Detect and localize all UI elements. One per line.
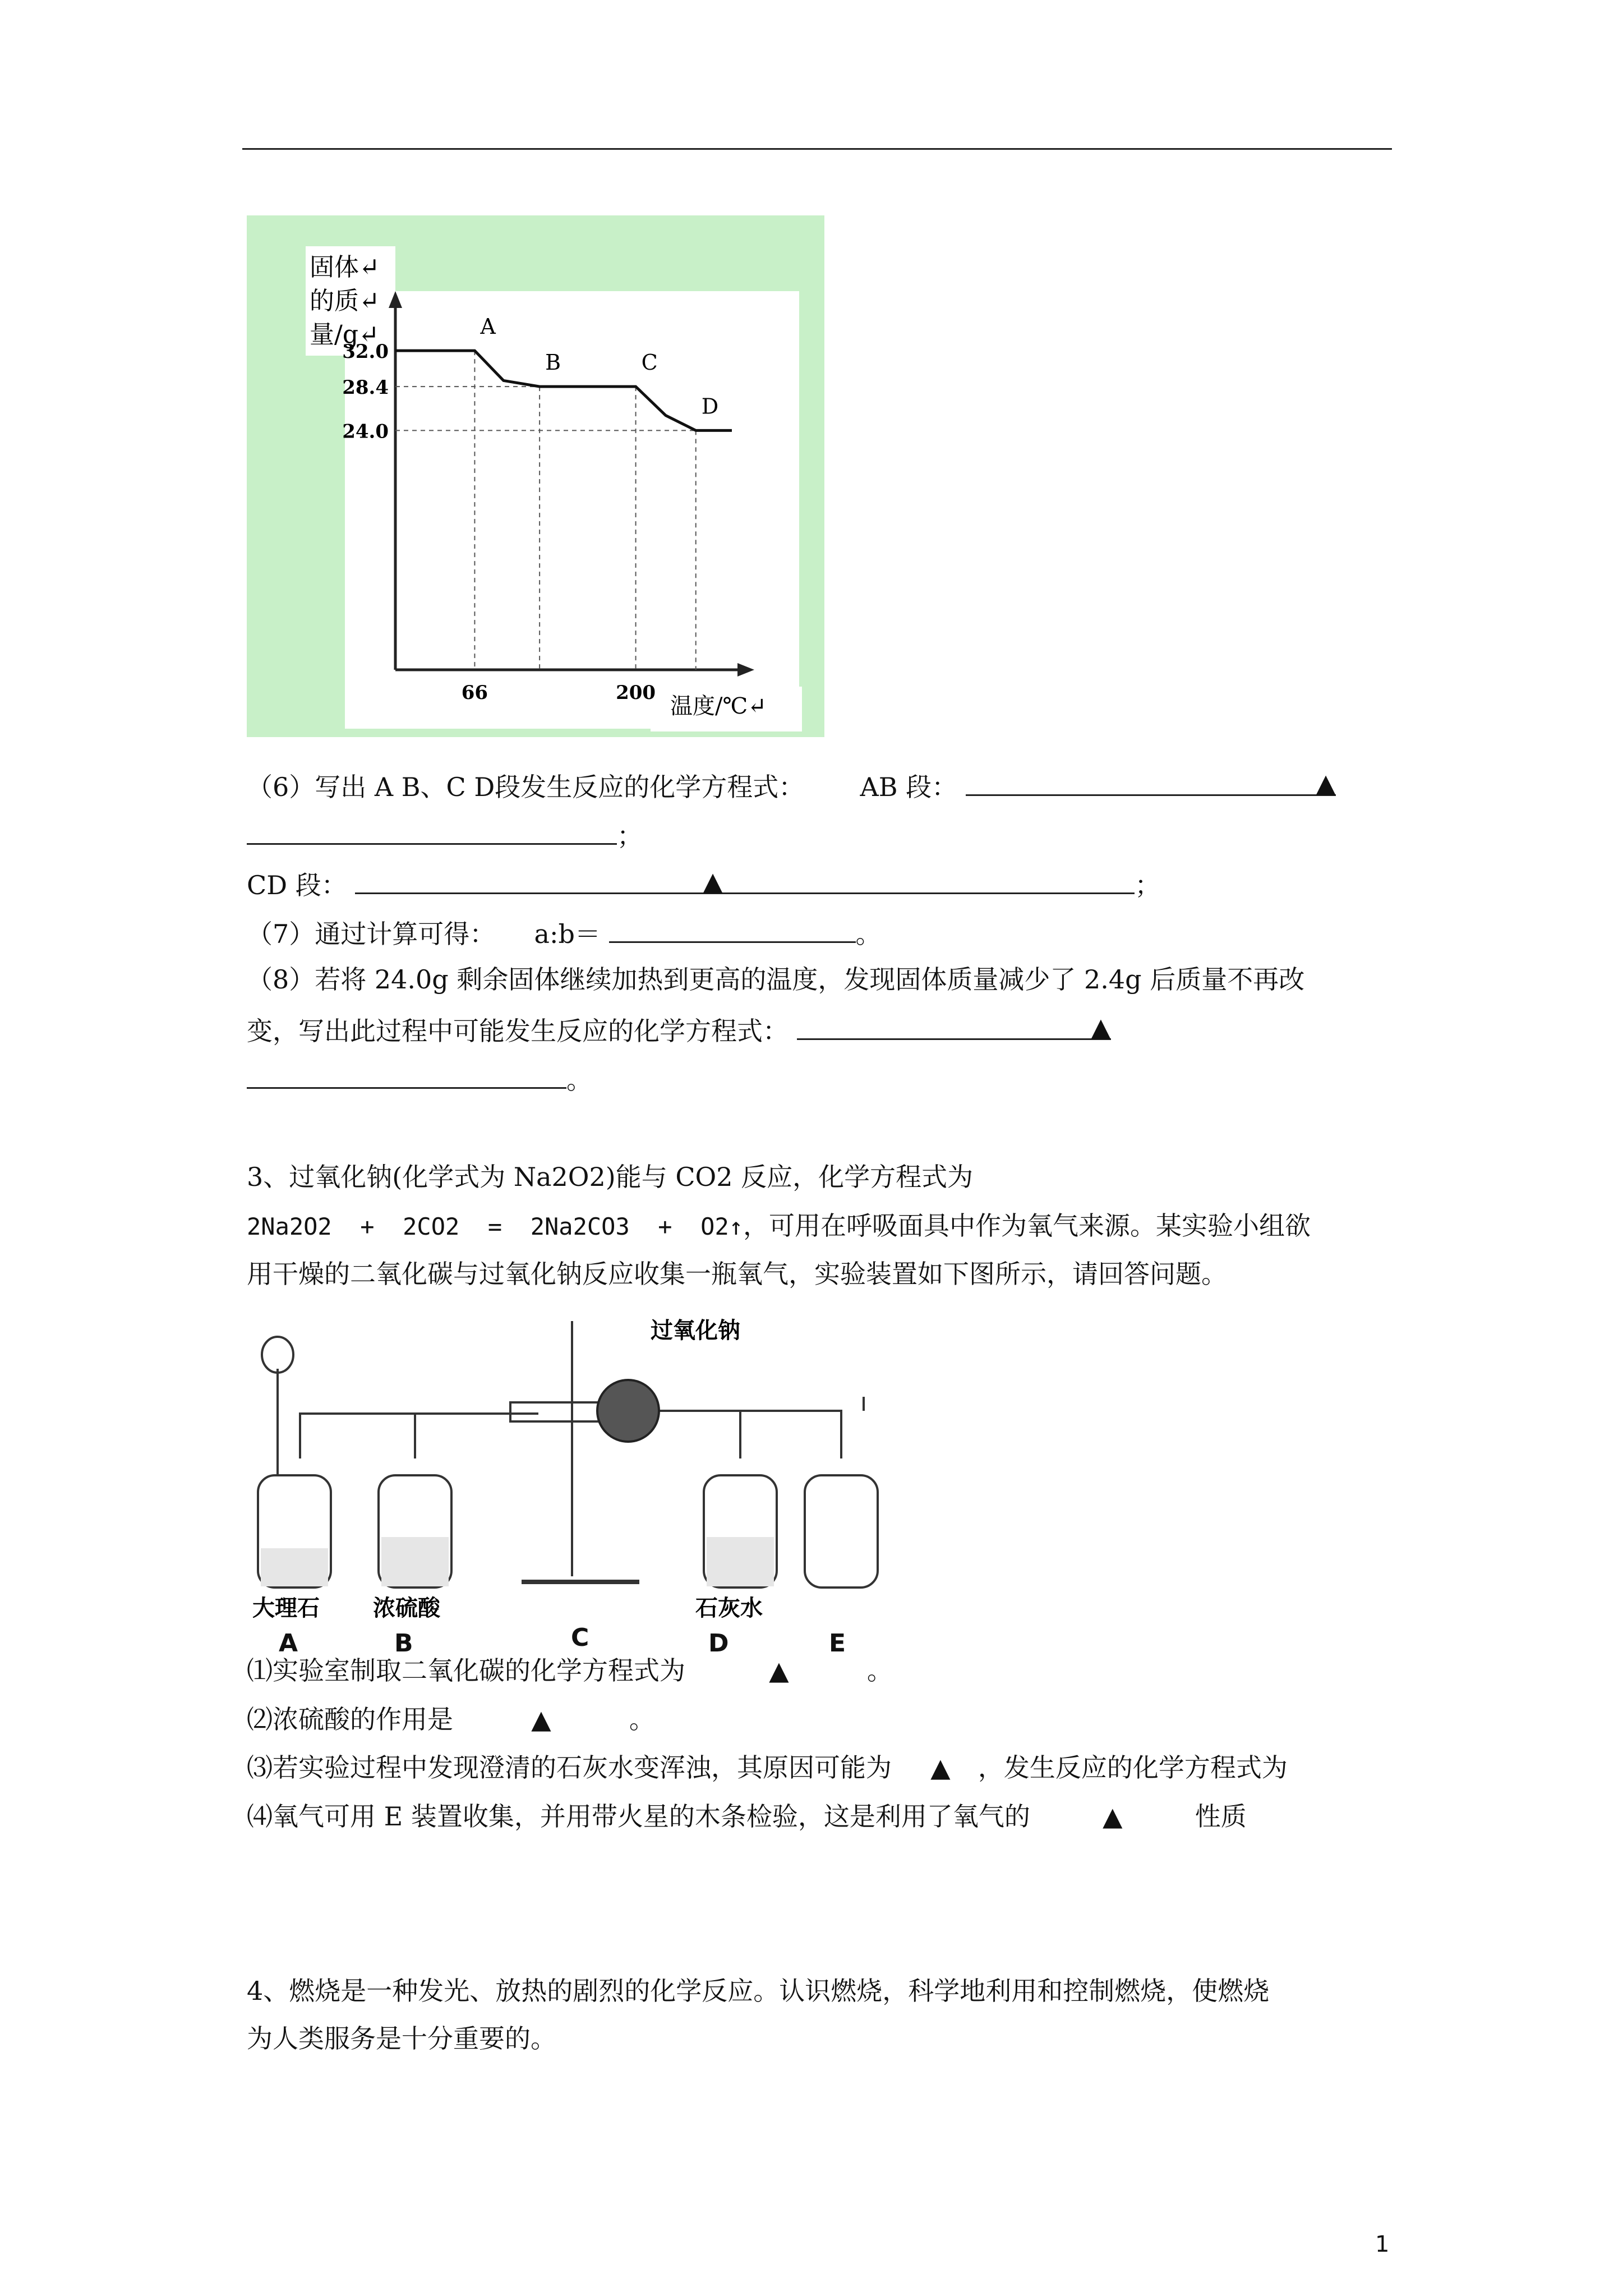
- bottle-a-liquid: [261, 1548, 328, 1586]
- q6-line-1: [247, 767, 1336, 804]
- q8-answer-blank-cont[interactable]: [247, 1060, 566, 1089]
- q7-ratio: a:b＝: [534, 919, 601, 949]
- letter-c: C: [571, 1623, 589, 1652]
- q6-line-2: [247, 816, 643, 853]
- q8-line-3: [247, 1060, 592, 1097]
- y-tick-label: 28.4: [342, 376, 389, 399]
- q3-part-3: [247, 1751, 1288, 1784]
- tube-a-b: [300, 1414, 415, 1458]
- ratio-answer-blank[interactable]: [609, 914, 856, 943]
- q3-equation: 2Na2O2 + 2CO2 = 2Na2CO3 + O2↑: [247, 1213, 744, 1240]
- x-tick-label: 66: [461, 682, 488, 704]
- q6-line-3: [247, 866, 1160, 902]
- q3-part-3-rest: ，发生反应的化学方程式为: [978, 1752, 1288, 1783]
- mass-temperature-chart: [247, 215, 824, 737]
- q3-part-1-end: 。: [866, 1655, 893, 1686]
- ab-answer-blank-cont[interactable]: [247, 816, 617, 845]
- separating-funnel: [262, 1337, 293, 1373]
- q6-cd-label: CD 段：: [247, 870, 347, 900]
- q6-text: （6）写出 A B、C D段发生反应的化学方程式：: [247, 772, 805, 802]
- answer-marker-icon: ▲: [1091, 1012, 1111, 1042]
- page-number: 1: [1375, 2231, 1390, 2257]
- q6-ab-label: AB 段：: [860, 772, 958, 802]
- q7-line: [247, 914, 882, 951]
- q3-part-3-text: ⑶若实验过程中发现澄清的石灰水变浑浊，其原因可能为: [247, 1752, 892, 1783]
- apparatus-svg: [247, 1313, 909, 1627]
- letter-d: D: [708, 1629, 729, 1658]
- sodium-peroxide-label: 过氧化钠: [651, 1317, 740, 1343]
- answer-marker-icon: ▲: [1103, 1801, 1123, 1832]
- answer-marker-icon: ▲: [930, 1752, 951, 1783]
- y-tick-label: 32.0: [342, 341, 389, 364]
- bottle-e: [805, 1475, 878, 1588]
- q3-part-1-text: ⑴实验室制取二氧化碳的化学方程式为: [247, 1655, 685, 1686]
- q3-line-2-rest: ，可用在呼吸面具中作为氧气来源。某实验小组欲: [743, 1211, 1311, 1241]
- q4-line-1: 4、燃烧是一种发光、放热的剧烈的化学反应。认识燃烧，科学地利用和控制燃烧，使燃烧: [247, 1976, 1270, 2006]
- reagent-label-a: 大理石: [252, 1595, 320, 1621]
- cd-answer-blank[interactable]: [355, 866, 1135, 894]
- answer-marker-icon: ▲: [769, 1655, 789, 1686]
- q8-end: 。: [566, 1065, 592, 1095]
- q3-line-3: 用干燥的二氧化碳与过氧化钠反应收集一瓶氧气，实验装置如下图所示，请回答问题。: [247, 1259, 1227, 1289]
- q3-part-2-text: ⑵浓硫酸的作用是: [247, 1704, 453, 1734]
- reagent-label-d: 石灰水: [695, 1595, 763, 1621]
- ylabel-line-2: 的质↵: [310, 287, 380, 315]
- q6-end-2: ；: [1135, 870, 1161, 900]
- letter-b: B: [394, 1629, 413, 1658]
- q7-end: 。: [855, 919, 882, 949]
- q4-line-2: 为人类服务是十分重要的。: [247, 2023, 556, 2054]
- q3-part-1: [247, 1654, 893, 1687]
- q6-end: ；: [617, 821, 643, 851]
- chart-plot-panel: [345, 291, 799, 729]
- point-label: B: [545, 350, 561, 375]
- q3-line-2: [247, 1209, 1311, 1244]
- xlabel: 温度/℃↵: [670, 693, 767, 719]
- letter-a: A: [279, 1629, 298, 1658]
- q3-part-4-text: ⑷氧气可用 E 装置收集，并用带火星的木条检验，这是利用了氧气的: [247, 1801, 1030, 1832]
- chart-svg: [247, 215, 824, 737]
- ylabel-line-1: 固体↵: [310, 253, 380, 282]
- q8-line-2: [247, 1011, 1111, 1048]
- y-tick-label: 24.0: [342, 420, 389, 443]
- q3-part-2: [247, 1703, 655, 1736]
- letter-e: E: [829, 1629, 846, 1658]
- point-label: C: [641, 350, 658, 375]
- q7-text: （7）通过计算可得：: [247, 919, 496, 949]
- point-label: D: [701, 394, 719, 419]
- answer-marker-icon: ▲: [1316, 768, 1336, 798]
- bottle-b-liquid: [381, 1537, 449, 1586]
- q3-line-1: 3、过氧化钠(化学式为 Na2O2)能与 CO2 反应，化学方程式为: [247, 1162, 974, 1192]
- reagent-label-b: 浓硫酸: [373, 1595, 440, 1621]
- sodium-peroxide-bulb: [597, 1380, 659, 1442]
- ab-answer-blank[interactable]: [966, 767, 1336, 796]
- x-tick-label: 200: [616, 682, 656, 704]
- q8-answer-blank[interactable]: [797, 1011, 1111, 1040]
- bottle-d-liquid: [707, 1537, 774, 1586]
- tube-d-e: [740, 1411, 841, 1458]
- q3-part-4-end: 性质: [1195, 1801, 1247, 1832]
- q8-line-1: （8）若将 24.0g 剩余固体继续加热到更高的温度，发现固体质量减少了 2.4g 后质量不再改: [247, 964, 1305, 995]
- header-rule: [242, 148, 1392, 150]
- q3-part-2-end: 。: [629, 1704, 655, 1734]
- q8-text: 变，写出此过程中可能发生反应的化学方程式：: [247, 1016, 789, 1046]
- point-label: A: [480, 314, 496, 339]
- answer-marker-icon: ▲: [703, 866, 723, 896]
- ylabel-line-3: 量/g↵: [310, 320, 379, 349]
- q3-part-4: [247, 1800, 1247, 1833]
- apparatus-diagram: [247, 1313, 909, 1627]
- answer-marker-icon: ▲: [531, 1704, 551, 1734]
